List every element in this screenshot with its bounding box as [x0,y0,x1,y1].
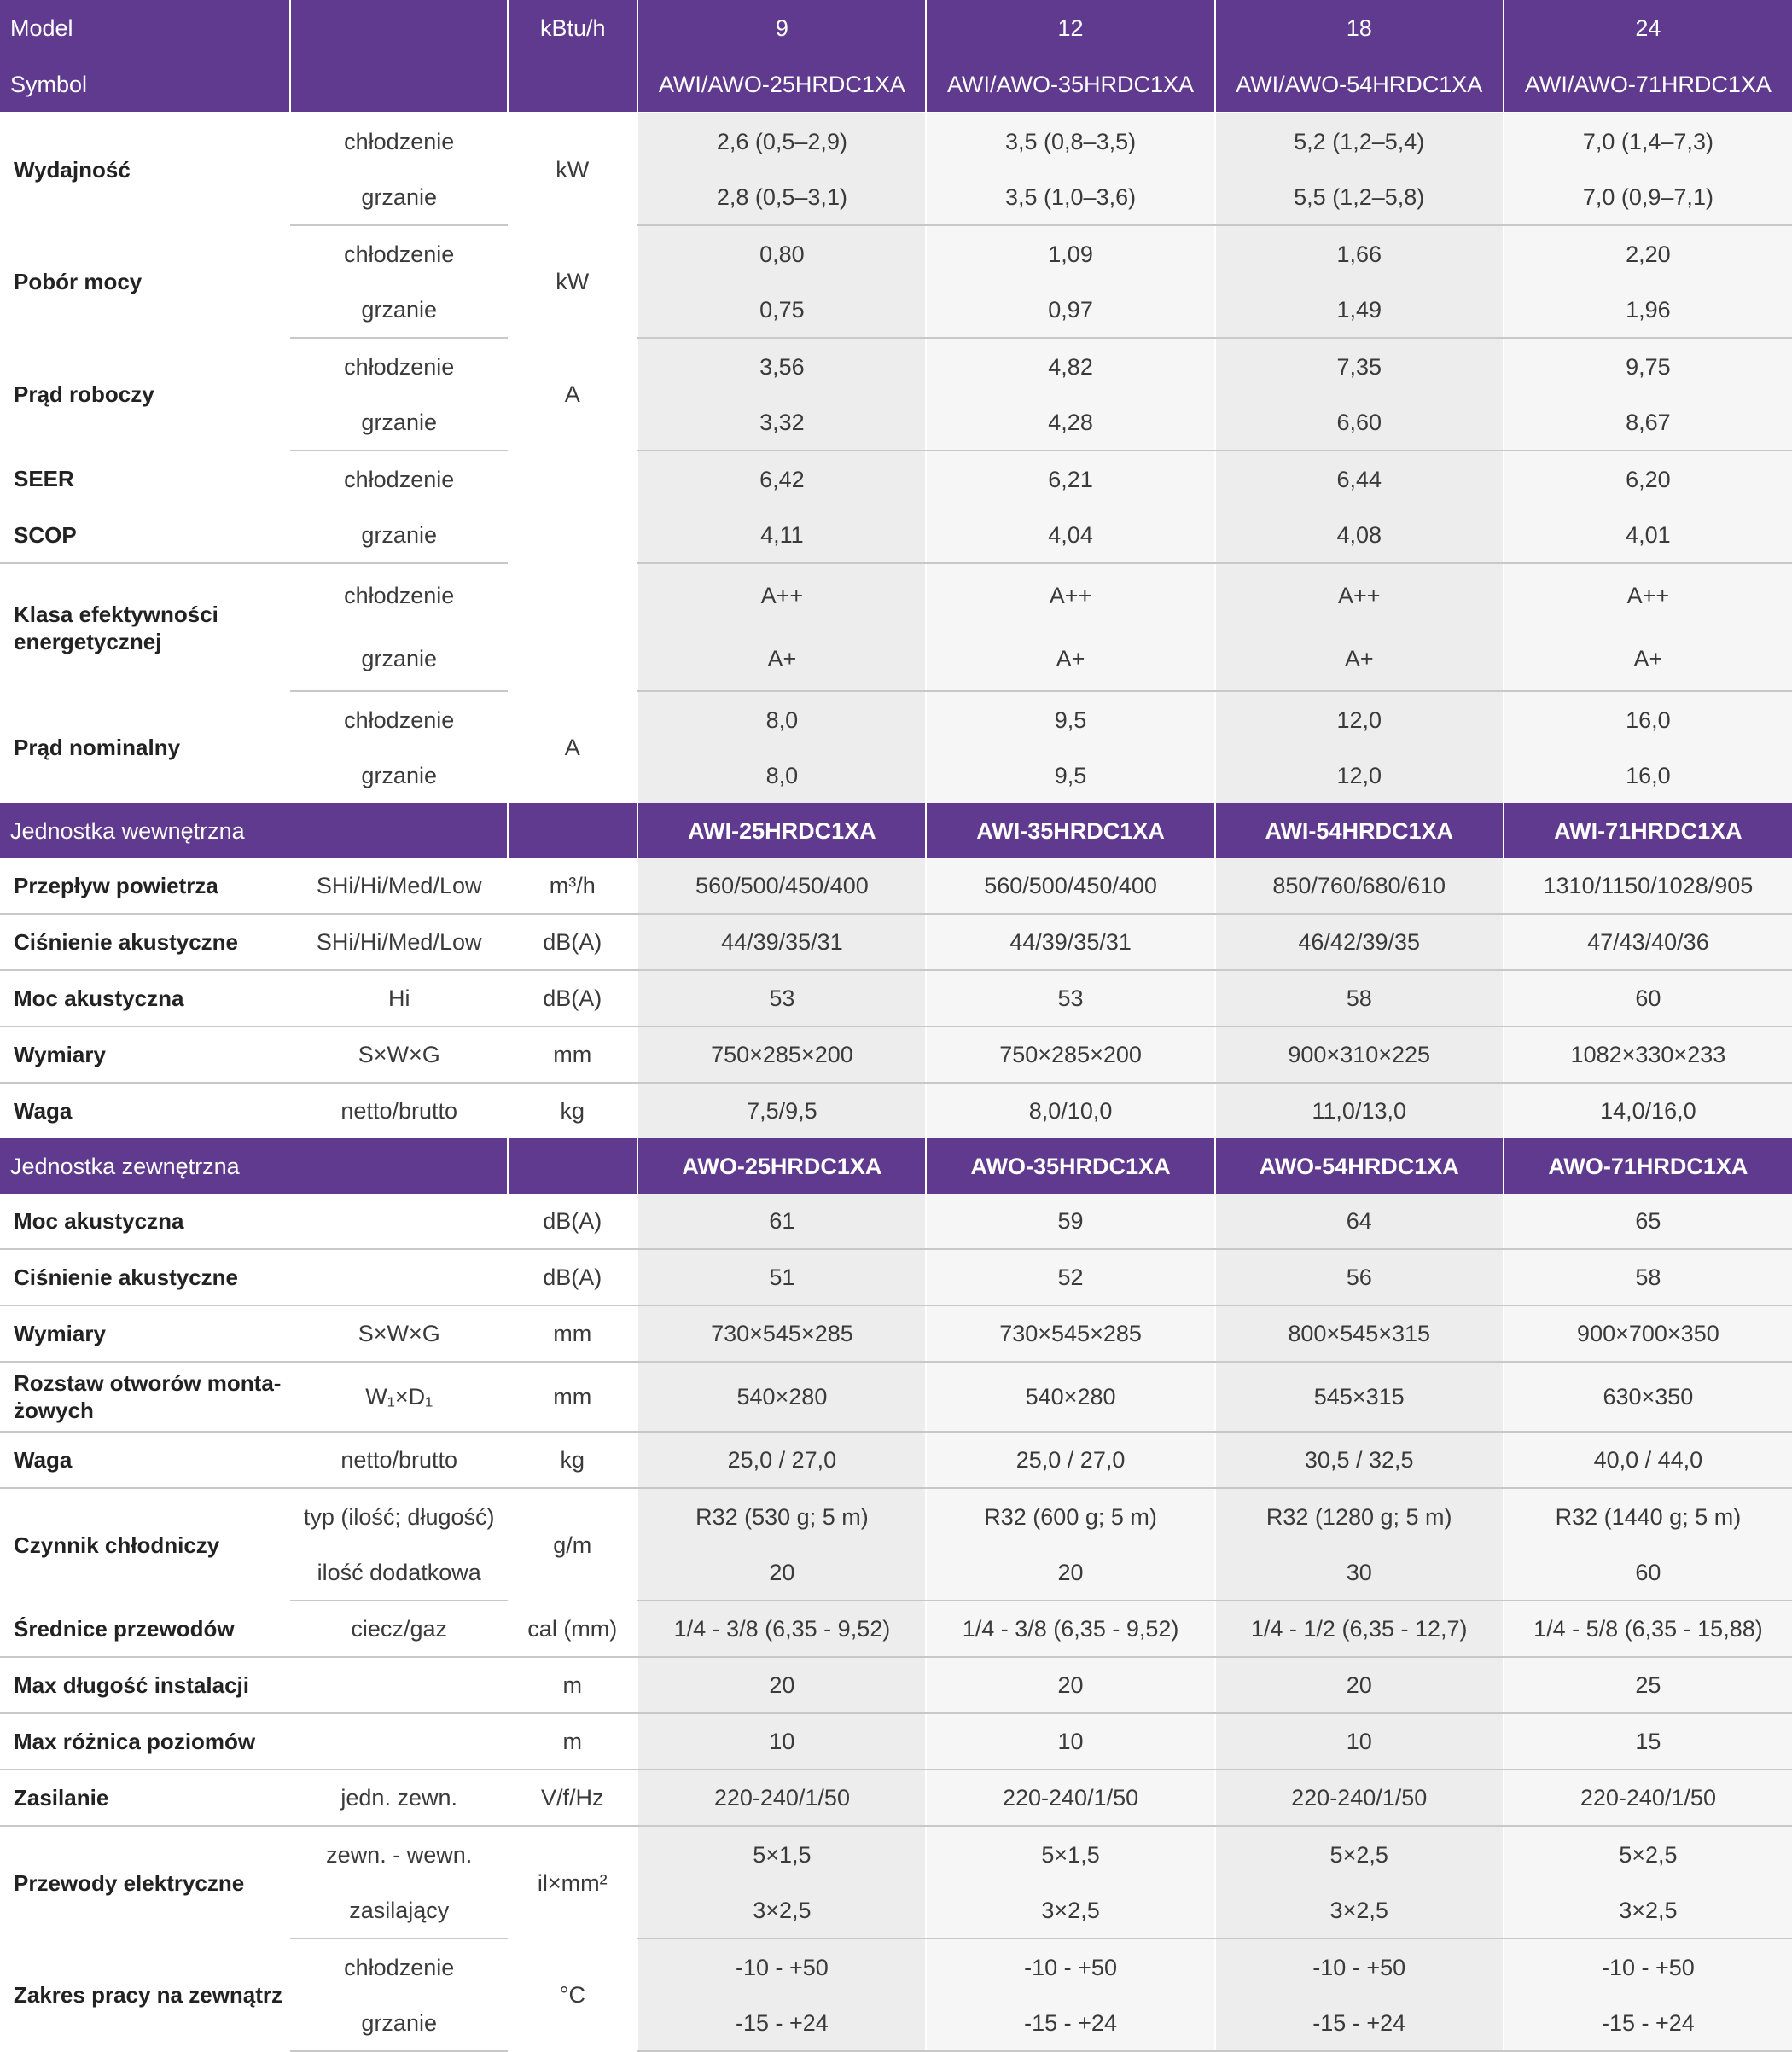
row-label: Prąd nominalny [14,734,181,760]
row-label: Max różnica poziomów [0,1713,290,1770]
cell: 7,0 (1,4–7,3) [1504,113,1792,169]
cell: 0,97 [926,282,1214,338]
header-row-model [0,0,1792,56]
table-row [0,1601,1792,1657]
cell: 3,5 (0,8–3,5) [926,113,1214,169]
cell: 2,20 [1504,225,1792,282]
cell: 14,0/16,0 [1504,1083,1792,1138]
row-label: Średnice przewodów [0,1601,290,1657]
row-sub [290,1713,508,1770]
cell: 6,20 [1504,451,1792,507]
row-sub [290,1194,508,1249]
cell: 1,96 [1504,282,1792,338]
cell: A++ [926,563,1214,627]
cell: 2,8 (0,5–3,1) [637,169,926,225]
cell: 58 [1215,970,1504,1026]
row-sub: SHi/Hi/Med/Low [290,914,508,970]
table-row [0,1194,1792,1249]
capacity-value: 9 [637,0,926,56]
capacity-unit: kBtu/h [508,0,637,56]
cell: 5,5 (1,2–5,8) [1215,169,1504,225]
cell: 20 [1215,1657,1504,1713]
capacity-value: 18 [1215,0,1504,56]
row-sub: chłodzenie [344,466,455,492]
cell: 750×285×200 [637,1026,926,1083]
indoor-model: AWI-25HRDC1XA [637,803,926,858]
table-row [0,1939,1792,1995]
row-unit: kW [556,269,590,294]
cell: 4,11 [637,507,926,563]
cell: 56 [1215,1249,1504,1305]
table-row [0,1657,1792,1713]
table-row [0,970,1792,1026]
cell: 20 [926,1657,1214,1713]
row-unit: kg [508,1432,637,1488]
row-unit: mm [508,1305,637,1362]
cell: 540×280 [637,1362,926,1432]
table-row [0,1770,1792,1826]
row-label: Moc akustyczna [0,1194,290,1249]
capacity-value: 12 [926,0,1214,56]
row-sub: SHi/Hi/Med/Low [290,858,508,914]
cell: 44/39/35/31 [926,914,1214,970]
table-row [0,1026,1792,1083]
row-sub: zasilający [290,1882,508,1939]
cell: 61 [637,1194,926,1249]
table-row [0,113,1792,169]
cell: 9,75 [1504,338,1792,394]
indoor-model: AWI-54HRDC1XA [1215,803,1504,858]
cell: 750×285×200 [926,1026,1214,1083]
cell: 3×2,5 [637,1882,926,1939]
table-row [0,1083,1792,1138]
row-sub: chłodzenie [344,706,455,733]
outdoor-model: AWO-35HRDC1XA [926,1138,1214,1194]
row-label: Przewody elektryczne [14,1869,245,1896]
cell: 1,09 [926,225,1214,282]
outdoor-model: AWO-71HRDC1XA [1504,1138,1792,1194]
cell: 16,0 [1504,747,1792,803]
row-unit: mm [508,1026,637,1083]
cell: 60 [1504,970,1792,1026]
row-label: Czynnik chłodniczy [14,1532,220,1558]
cell: 1,49 [1215,282,1504,338]
cell: 3×2,5 [926,1882,1214,1939]
row-unit: kW [556,156,590,183]
row-unit: m [508,1713,637,1770]
row-label: Moc akustyczna [0,970,290,1026]
table-row [0,1826,1792,1882]
row-unit: A [564,381,580,407]
header-row-symbol [0,56,1792,113]
symbol-label: Symbol [0,56,290,113]
cell: 60 [1504,1544,1792,1601]
row-sub: chłodzenie [344,583,455,608]
section-header-indoor [0,803,1792,858]
row-sub: netto/brutto [340,1098,458,1124]
cell: 25,0 / 27,0 [926,1432,1214,1488]
row-sub: grzanie [290,169,508,225]
table-row [0,563,1792,627]
cell: 1/4 - 5/8 (6,35 - 15,88) [1504,1601,1792,1657]
row-sub: Hi [290,970,508,1026]
row-sub: grzanie [290,627,508,691]
cell: 25 [1504,1657,1792,1713]
row-label: Rozstaw otworów monta-żowych [0,1362,290,1432]
section-title: Jednostka zewnętrzna [0,1138,508,1194]
cell: 730×545×285 [926,1305,1214,1362]
cell: A+ [1504,627,1792,691]
cell: 220-240/1/50 [926,1770,1214,1826]
cell: 20 [637,1657,926,1713]
cell: -15 - +24 [1215,1995,1504,2051]
cell: 20 [926,1544,1214,1601]
row-sub [290,1657,508,1713]
cell: 20 [637,1544,926,1601]
row-sub: ilość dodatkowa [290,1544,508,1601]
row-label: Wymiary [0,1305,290,1362]
row-label: Zasilanie [0,1770,290,1826]
row-label: Prąd roboczy [14,381,154,407]
cell: 52 [926,1249,1214,1305]
row-label: Max długość instalacji [0,1657,290,1713]
cell: 800×545×315 [1215,1305,1504,1362]
cell: 3×2,5 [1215,1882,1504,1939]
cell: -10 - +50 [1504,1939,1792,1995]
section-title: Jednostka wewnętrzna [0,803,508,858]
cell: 3,56 [637,338,926,394]
cell: R32 (530 g; 5 m) [637,1488,926,1544]
cell: 46/42/39/35 [1215,914,1504,970]
cell: 53 [637,970,926,1026]
cell: 58 [1504,1249,1792,1305]
cell: 5×1,5 [926,1826,1214,1882]
cell: 30,5 / 32,5 [1215,1432,1504,1488]
cell: 7,5/9,5 [637,1083,926,1138]
cell: 9,5 [926,691,1214,747]
row-unit: mm [508,1362,637,1432]
cell: 6,44 [1215,451,1504,507]
row-unit: dB(A) [508,1194,637,1249]
row-sub: grzanie [290,394,508,451]
cell: 16,0 [1504,691,1792,747]
cell: 8,67 [1504,394,1792,451]
cell: 5,2 (1,2–5,4) [1215,113,1504,169]
cell: 25,0 / 27,0 [637,1432,926,1488]
cell: 7,35 [1215,338,1504,394]
table-row [0,225,1792,282]
cell: 40,0 / 44,0 [1504,1432,1792,1488]
cell: 51 [637,1249,926,1305]
table-row [0,1362,1792,1432]
cell: 730×545×285 [637,1305,926,1362]
table-row [0,1305,1792,1362]
cell: 10 [1215,1713,1504,1770]
cell: 8,0/10,0 [926,1083,1214,1138]
cell: 6,42 [637,451,926,507]
row-label: Klasa efektywności energetycznej [14,601,218,654]
symbol-value: AWI/AWO-35HRDC1XA [926,56,1214,113]
outdoor-model: AWO-25HRDC1XA [637,1138,926,1194]
row-sub: chłodzenie [344,241,455,267]
cell: 5×2,5 [1504,1826,1792,1882]
cell: 8,0 [637,691,926,747]
capacity-value: 24 [1504,0,1792,56]
cell: 220-240/1/50 [637,1770,926,1826]
cell: A+ [1215,627,1504,691]
cell: 1310/1150/1028/905 [1504,858,1792,914]
cell: 30 [1215,1544,1504,1601]
table-row [0,507,1792,563]
cell: 3,5 (1,0–3,6) [926,169,1214,225]
cell: 10 [926,1713,1214,1770]
cell: 560/500/450/400 [926,858,1214,914]
cell: A++ [1504,563,1792,627]
cell: 15 [1504,1713,1792,1770]
section-header-outdoor [0,1138,1792,1194]
row-sub: typ (ilość; długość) [303,1503,495,1530]
row-label: Pobór mocy [14,269,143,294]
cell: 6,21 [926,451,1214,507]
row-sub: chłodzenie [344,128,455,154]
table-row [0,1249,1792,1305]
row-unit: A [564,734,580,760]
row-unit: cal (mm) [508,1601,637,1657]
model-label: Model [0,0,290,56]
row-unit: il×mm² [537,1869,608,1896]
cell: 900×310×225 [1215,1026,1504,1083]
cell: R32 (600 g; 5 m) [926,1488,1214,1544]
indoor-model: AWI-35HRDC1XA [926,803,1214,858]
cell: 53 [926,970,1214,1026]
cell: 1/4 - 3/8 (6,35 - 9,52) [637,1601,926,1657]
cell: 11,0/13,0 [1215,1083,1504,1138]
cell: 850/760/680/610 [1215,858,1504,914]
cell: 59 [926,1194,1214,1249]
cell: A++ [637,563,926,627]
cell: 4,08 [1215,507,1504,563]
cell: 44/39/35/31 [637,914,926,970]
row-label: Wydajność [14,156,131,183]
row-sub: grzanie [290,282,508,338]
row-label: SEER [14,466,74,491]
symbol-value: AWI/AWO-71HRDC1XA [1504,56,1792,113]
cell: 65 [1504,1194,1792,1249]
row-unit: dB(A) [508,970,637,1026]
table-row [0,338,1792,394]
cell: 4,04 [926,507,1214,563]
cell: A+ [637,627,926,691]
row-sub: chłodzenie [344,1954,455,1980]
symbol-value: AWI/AWO-25HRDC1XA [637,56,926,113]
row-label: Zakres pracy na zewnątrz [14,1982,283,2008]
table-row [0,858,1792,914]
row-sub [290,1249,508,1305]
cell: -10 - +50 [926,1939,1214,1995]
row-sub: W₁×D₁ [290,1362,508,1432]
cell: 560/500/450/400 [637,858,926,914]
row-sub: S×W×G [290,1026,508,1083]
row-label: Waga [0,1432,290,1488]
cell: -15 - +24 [637,1995,926,2051]
row-unit: m [508,1657,637,1713]
row-unit: g/m [553,1532,592,1558]
cell: 64 [1215,1194,1504,1249]
table-row [0,1432,1792,1488]
row-label: Wymiary [0,1026,290,1083]
row-sub: chłodzenie [344,353,455,380]
cell: 1,66 [1215,225,1504,282]
row-label: Ciśnienie akustyczne [0,914,290,970]
row-sub: grzanie [290,1995,508,2051]
indoor-model: AWI-71HRDC1XA [1504,803,1792,858]
cell: 8,0 [637,747,926,803]
row-label: SCOP [0,507,290,563]
symbol-value: AWI/AWO-54HRDC1XA [1215,56,1504,113]
cell: 4,28 [926,394,1214,451]
row-sub: zewn. - wewn. [326,1841,473,1868]
cell: 1/4 - 1/2 (6,35 - 12,7) [1215,1601,1504,1657]
cell: 10 [637,1713,926,1770]
cell: 4,01 [1504,507,1792,563]
cell: 220-240/1/50 [1215,1770,1504,1826]
row-label: Waga [14,1098,73,1124]
row-unit: V/f/Hz [508,1770,637,1826]
cell: 12,0 [1215,747,1504,803]
cell: 7,0 (0,9–7,1) [1504,169,1792,225]
cell: -15 - +24 [926,1995,1214,2051]
cell: 0,80 [637,225,926,282]
row-unit: kg [560,1098,585,1124]
cell: -10 - +50 [637,1939,926,1995]
cell: 9,5 [926,747,1214,803]
cell: 12,0 [1215,691,1504,747]
cell: 3,32 [637,394,926,451]
row-sub: grzanie [361,762,437,788]
row-unit: dB(A) [508,914,637,970]
cell: 545×315 [1215,1362,1504,1432]
table-row [0,1713,1792,1770]
cell: 0,75 [637,282,926,338]
cell: 630×350 [1504,1362,1792,1432]
row-unit: m³/h [508,858,637,914]
row-label: Ciśnienie akustyczne [0,1249,290,1305]
row-label: Przepływ powietrza [0,858,290,914]
table-row [0,1488,1792,1544]
cell: -15 - +24 [1504,1995,1792,2051]
cell: 220-240/1/50 [1504,1770,1792,1826]
cell: 540×280 [926,1362,1214,1432]
row-unit: °C [559,1982,585,2008]
cell: 5×1,5 [637,1826,926,1882]
table-row [0,451,1792,507]
cell: 47/43/40/36 [1504,914,1792,970]
row-sub: jedn. zewn. [290,1770,508,1826]
row-sub: grzanie [290,507,508,563]
cell: 6,60 [1215,394,1504,451]
row-sub: ciecz/gaz [290,1601,508,1657]
cell: A+ [926,627,1214,691]
table-row [0,691,1792,747]
row-unit: dB(A) [508,1249,637,1305]
cell: 900×700×350 [1504,1305,1792,1362]
cell: 1/4 - 3/8 (6,35 - 9,52) [926,1601,1214,1657]
cell: -10 - +50 [1215,1939,1504,1995]
row-sub: netto/brutto [290,1432,508,1488]
row-sub: S×W×G [290,1305,508,1362]
cell: 3×2,5 [1504,1882,1792,1939]
cell: 1082×330×233 [1504,1026,1792,1083]
cell: A++ [1215,563,1504,627]
cell: 5×2,5 [1215,1826,1504,1882]
cell: R32 (1280 g; 5 m) [1215,1488,1504,1544]
cell: 2,6 (0,5–2,9) [637,113,926,169]
cell: 4,82 [926,338,1214,394]
outdoor-model: AWO-54HRDC1XA [1215,1138,1504,1194]
cell: R32 (1440 g; 5 m) [1504,1488,1792,1544]
table-row [0,914,1792,970]
